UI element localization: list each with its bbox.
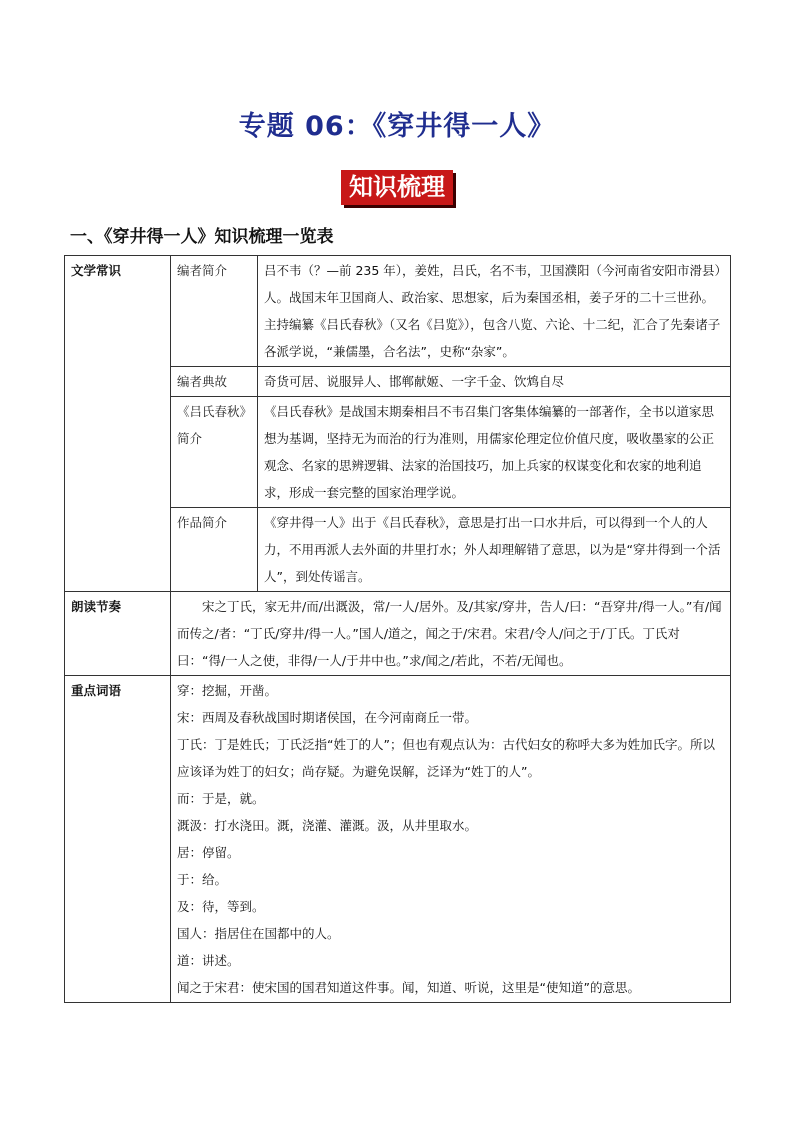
vocab-item: 穿：挖掘，开凿。 — [177, 683, 278, 698]
sub-label-book: 《吕氏春秋》简介 — [171, 397, 258, 508]
vocab-item: 宋：西周及春秋战国时期诸侯国，在今河南商丘一带。 — [177, 710, 478, 725]
vocab-item: 于：给。 — [177, 872, 228, 887]
vocab-item: 溉汲：打水浇田。溉，浇灌、灌溉。汲，从井里取水。 — [177, 818, 478, 833]
vocab-item: 闻之于宋君：使宋国的国君知道这件事。闻，知道、听说，这里是“使知道”的意思。 — [177, 980, 640, 995]
table-row — [65, 676, 731, 1003]
vocab-item: 及：待，等到。 — [177, 899, 265, 914]
category-literary: 文学常识 — [65, 256, 171, 592]
category-vocab: 重点词语 — [65, 676, 171, 1003]
badge-container — [0, 170, 794, 205]
rhythm-cell — [171, 592, 731, 676]
rhythm-text: 宋之丁氏，家无井/而/出溉汲，常/一人/居外。及/其家/穿井，告人/曰：“吾穿井/得一人。”有/闻而传之/者：“丁氏/穿井/得一人。”国人/道之，闻之于/宋君。宋君/令人/问之于/丁氏。丁氏对曰：“得/一人之使，非得/一人/于井中也。”求/闻之/若此，不若/无闻也。 — [177, 599, 722, 668]
vocab-item: 而：于是，就。 — [177, 791, 265, 806]
vocab-cell — [171, 676, 731, 1003]
vocab-item: 丁氏：丁是姓氏；丁氏泛指“姓丁的人”；但也有观点认为：古代妇女的称呼大多为姓加氏字。所以应该译为姓丁的妇女；尚存疑。为避免误解，泛译为“姓丁的人”。 — [177, 737, 715, 779]
sub-label-author: 编者简介 — [171, 256, 258, 367]
table-row — [65, 256, 731, 367]
table-row — [65, 592, 731, 676]
category-rhythm: 朗读节奏 — [65, 592, 171, 676]
work-intro: 《穿井得一人》出于《吕氏春秋》，意思是打出一口水井后，可以得到一个人的人力，不用再派人去外面的井里打水；外人却理解错了意思，以为是“穿井得到一个活人”，到处传谣言。 — [258, 508, 731, 592]
knowledge-badge: 知识梳理 — [341, 170, 453, 205]
vocab-item: 道：讲述。 — [177, 953, 240, 968]
vocab-item: 国人：指居住在国都中的人。 — [177, 926, 340, 941]
author-intro: 吕不韦（？—前 235 年），姜姓，吕氏，名不韦，卫国濮阳（今河南省安阳市滑县）人。战国末年卫国商人、政治家、思想家，后为秦国丞相，姜子牙的二十三世孙。主持编纂《吕氏春秋》（又名《吕览》），包含八览、六论、十二纪，汇合了先秦诸子各派学说，“兼儒墨，合名法”，史称“杂家”。 — [258, 256, 731, 367]
sub-label-anecdotes: 编者典故 — [171, 367, 258, 397]
section-heading: 一、《穿井得一人》知识梳理一览表 — [70, 227, 334, 247]
page-title: 专题 06：《穿井得一人》 — [238, 111, 556, 142]
author-anecdotes: 奇货可居、说服异人、邯郸献姬、一字千金、饮鸩自尽 — [258, 367, 731, 397]
vocab-item: 居：停留。 — [177, 845, 240, 860]
book-intro: 《吕氏春秋》是战国末期秦相吕不韦召集门客集体编纂的一部著作，全书以道家思想为基调，坚持无为而治的行为准则，用儒家伦理定位价值尺度，吸收墨家的公正观念、名家的思辨逻辑、法家的治国技巧，加上兵家的权谋变化和农家的地利追求，形成一套完整的国家治理学说。 — [258, 397, 731, 508]
sub-label-work: 作品简介 — [171, 508, 258, 592]
knowledge-table — [64, 255, 731, 1003]
